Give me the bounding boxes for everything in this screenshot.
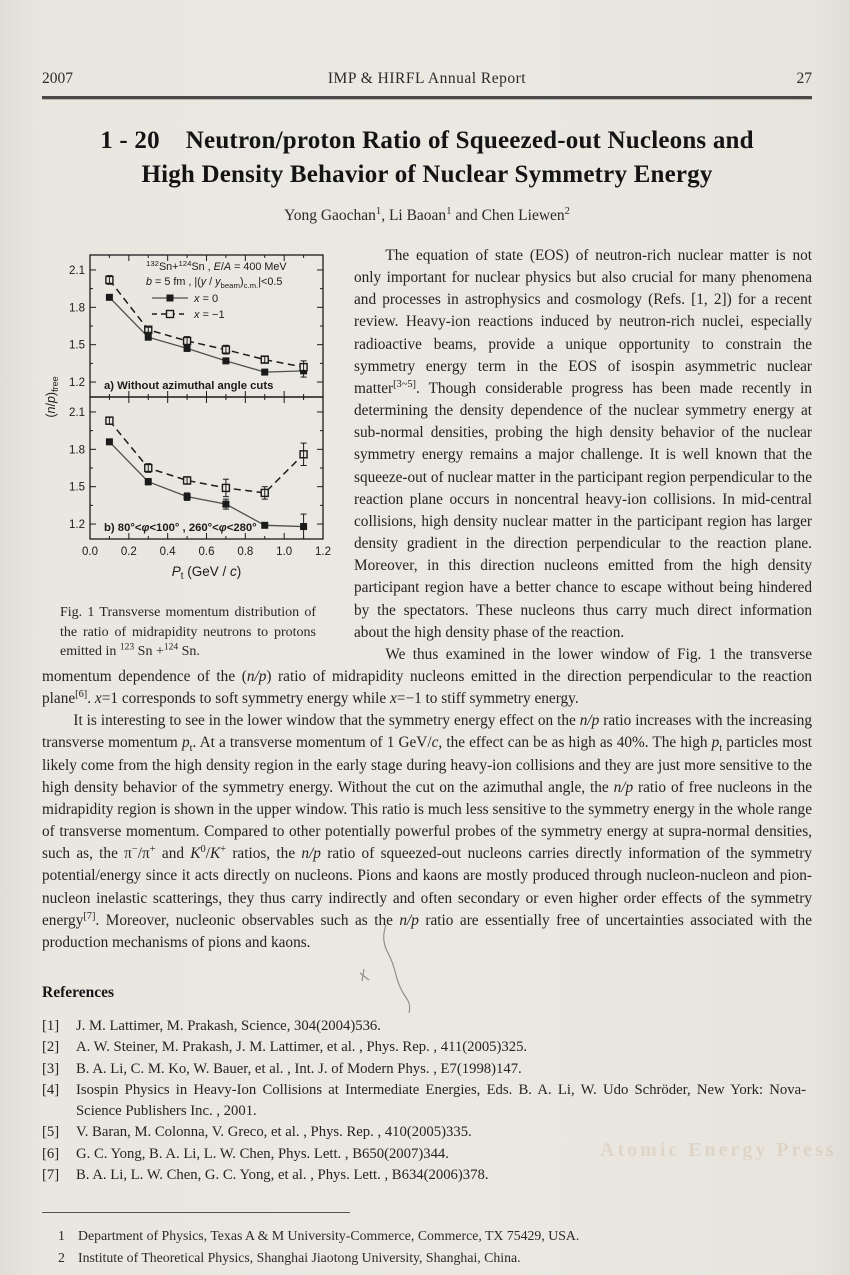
svg-text:1.8: 1.8 [69, 302, 85, 315]
header-journal-title: IMP & HIRFL Annual Report [327, 70, 527, 87]
article-title [42, 124, 812, 192]
svg-text:b = 5 fm , |(y / ybeam)c.m.|<0: b = 5 fm , $|(y / y_{beam})_{c.m.}|<0.5$ [146, 276, 283, 290]
article-title-line1: 1 - 20 Neutron/proton Ratio of Squeezed-out Nucleons and [100, 127, 754, 154]
svg-text:0.0: 0.0 [82, 546, 98, 558]
author: Li Baoan [388, 207, 447, 224]
page-header [42, 0, 812, 88]
author: Chen Liewen [481, 207, 565, 224]
svg-text:0.2: 0.2 [120, 546, 137, 558]
author: Yong Gaochan [284, 207, 376, 224]
svg-text:0.8: 0.8 [237, 546, 254, 558]
header-year: 2007 [42, 70, 73, 87]
reference-item: [6] G. C. Yong, B. A. Li, L. W. Chen, Phys. Lett. , B650(2007)344. [42, 1145, 449, 1162]
svg-text:2.1: 2.1 [69, 406, 85, 419]
author-affiliation-mark: 1 [375, 205, 382, 217]
article-number: 1 - 20 [100, 127, 160, 154]
figure-1-caption: Fig. 1 Transverse momentum distribution of the ratio of midrapidity neutrons to protons emitted in $^{123}$ Sn +$^{124}$ Sn. [60, 605, 316, 659]
svg-text:1.5: 1.5 [69, 339, 85, 352]
svg-text:a) Without azimuthal angle cut: a) Without azimuthal angle cuts [104, 380, 274, 392]
article-body [42, 245, 812, 954]
svg-text:1.8: 1.8 [69, 444, 85, 457]
svg-text:1.0: 1.0 [276, 546, 293, 558]
svg-text:Pt (GeV / c): $P_t$ (GeV / c) [171, 564, 242, 582]
header-rule [42, 96, 812, 100]
paragraph-1: The equation of state (EOS) of neutron-rich nuclear matter is not only important for nuclear physics but also crucial for many phenomena and processes in astrophysics and cosmology (Refs. [1, 2]) for a recent review. Heavy-ion reactions induced by neutron-rich nuclei, especially radioactive beams, provide a unique opportunity to constrain the symmetry energy term in the EOS of isospin asymmetric nuclear matter[3~5]. Though considerable progress has been made recently in determining the density dependence of the nuclear symmetry energy at sub-normal densities, probing the high density behavior of the nuclear symmetry energy remains a major challenge. It is well known that the squeeze-out of nuclear matter in the participant region perpendicular to the reaction plane occurs in noncentral heavy-ion collisions. In mid-central collisions, high density nuclear matter in the participant region has larger density gradient in the direction perpendicular to the reaction plane. Moreover, in this direction nucleons emitted from the high density participant region have a better chance to escape without being hindered by the spectators. These nucleons thus carry much direct information about the high density phase of the reaction. [354, 247, 812, 641]
svg-text:b) 80°<φ<100° , 260°<φ<280°: b) 80°<φ<100° , 260°<φ<280° [104, 522, 257, 534]
svg-text:2.1: 2.1 [69, 264, 85, 277]
author-affiliation-mark: 1 [446, 205, 452, 217]
header-page-number: 27 [796, 70, 812, 87]
reference-item: [3] B. A. Li, C. M. Ko, W. Bauer, et al. , Int. J. of Modern Phys. , E7(1998)147. [42, 1060, 522, 1077]
figure-1-plot [42, 245, 332, 587]
svg-text:0.6: 0.6 [198, 546, 215, 558]
paragraph-3: It is interesting to see in the lower window that the symmetry energy effect on the n/p ratio increases with the increasing transverse momentum $p_t$. At a transverse momentum of 1 GeV/c, the effect can be as high as 40%. The high $p_t$ particles most likely come from the high density region in the early stage during heavy-ion collisions and they are just more sensitive to the high density behavior of the symmetry energy. Without the cut on the azimuthal angle, the n/p ratio of free nucleons in the midrapidity region is shown in the upper window. This ratio is much less sensitive to the symmetry energy in the whole range of transverse momentum. Compared to other potentially powerful probes of the symmetry energy at supra-normal densities, such as, the π−/π+ and $K^0/K^+$ ratios, the n/p ratio of squeezed-out nucleons carries directly information of the symmetry potential/energy since it acts directly on nucleons. Pions and kaons are mostly produced through nucleon-nucleon and pion-nucleon inelastic scatterings, they thus carry indirectly and often secondary or even higher order effects of the symmetry energy[7]. Moreover, nucleonic observables such as the n/p ratio are essentially free of uncertainties associated with the production mechanisms of pions and kaons. [42, 712, 813, 951]
authors-line: Yong Gaochan$^1$, Li Baoan$^1$ and Chen Liewen$^2$ [284, 205, 570, 224]
reference-item: [2] A. W. Steiner, M. Prakash, J. M. Lattimer, et al. , Phys. Rep. , 411(2005)325. [42, 1039, 528, 1056]
author-affiliation-mark: 2 [564, 205, 570, 217]
svg-text:1.2: 1.2 [69, 519, 85, 532]
svg-text:132Sn+124Sn , E/A = 400 MeV: $^{132}$Sn+$^{124}$Sn , E/A = 400 MeV [146, 259, 287, 273]
footnotes [58, 1225, 812, 1268]
bleed-through-text: Atomic Energy Press [600, 1139, 837, 1161]
article-title-line2: High Density Behavior of Nuclear Symmetry Energy [141, 161, 713, 188]
svg-text:1.2: 1.2 [315, 546, 331, 558]
figure-1 [42, 245, 340, 662]
footnote-rule [42, 1212, 350, 1213]
svg-text:x = −1: x = −1 [194, 309, 225, 321]
references-heading: References [42, 984, 115, 1001]
footnote-item: 2 Institute of Theoretical Physics, Shanghai Jiaotong University, Shanghai, China. [58, 1249, 521, 1265]
svg-text:1.5: 1.5 [69, 481, 85, 494]
svg-text:x = 0: x = 0 [194, 293, 219, 305]
svg-text:0.4: 0.4 [159, 546, 176, 558]
reference-item: [1] J. M. Lattimer, M. Prakash, Science, 304(2004)536. [42, 1018, 381, 1034]
paragraph-2: We thus examined in the lower window of Fig. 1 the transverse momentum dependence of the (n/p) ratio of midrapidity nucleons emitted in the direction perpendicular to the reaction plane[6]. x=1 corresponds to soft symmetry energy while x=−1 to stiff symmetry energy. [42, 645, 812, 708]
reference-item: [4] Isospin Physics in Heavy-Ion Collisions at Intermediate Energies, Eds. B. A. Li, W. Udo Schröder, New York: Nova-Science Publishers Inc. , 2001. [42, 1081, 806, 1120]
reference-item: [5] V. Baran, M. Colonna, V. Greco, et al. , Phys. Rep. , 410(2005)335. [42, 1124, 472, 1141]
svg-text:1.2: 1.2 [69, 377, 85, 390]
svg-text:(n/p)free: $(n/p)_{free}$ [44, 376, 60, 418]
footnote-item: 1 Department of Physics, Texas A & M University-Commerce, Commerce, TX 75429, USA. [58, 1228, 580, 1244]
reference-item: [7] B. A. Li, L. W. Chen, G. C. Yong, et al. , Phys. Lett. , B634(2006)378. [42, 1167, 489, 1184]
